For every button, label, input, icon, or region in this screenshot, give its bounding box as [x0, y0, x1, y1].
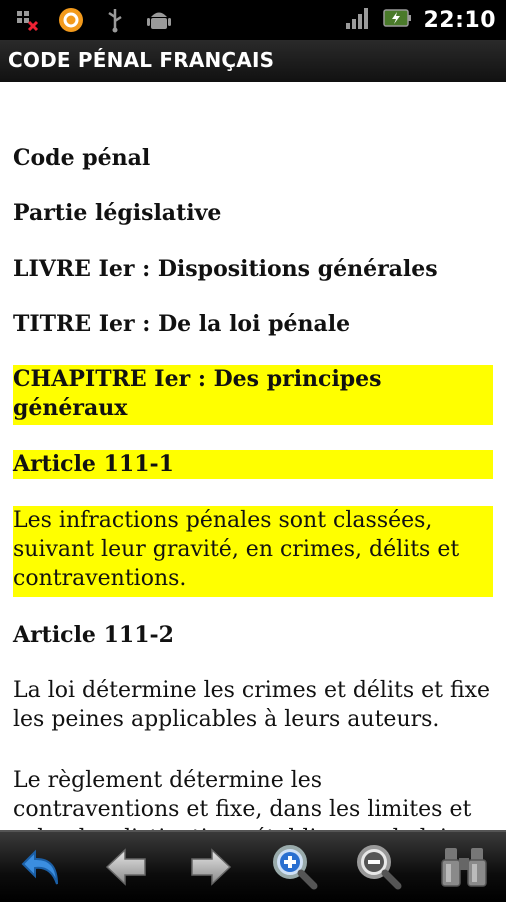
- app-title-bar: [0, 40, 506, 83]
- signal-icon: [345, 6, 371, 34]
- back-icon: [19, 844, 65, 890]
- article-2-paragraph-2: Le règlement détermine les contraventions et fixe, dans les limites et: [13, 768, 472, 822]
- back-button[interactable]: [12, 837, 72, 897]
- article-2-paragraph-1: La loi détermine les crimes et délits et fixe les peines applicables à leurs auteurs.: [13, 678, 491, 732]
- app-notification-icon: [58, 7, 84, 33]
- clock: 22:10: [423, 7, 496, 33]
- livre-heading: LIVRE Ier : Dispositions générales: [13, 256, 438, 282]
- zoom-in-button[interactable]: [265, 837, 325, 897]
- search-button[interactable]: [434, 837, 494, 897]
- zoom-out-icon: [354, 842, 404, 892]
- next-icon: [188, 844, 234, 890]
- chapitre-heading: CHAPITRE Ier : Des principes généraux: [13, 365, 493, 425]
- app-title: CODE PÉNAL FRANÇAIS: [8, 48, 275, 72]
- battery-charging-icon: [383, 8, 411, 32]
- status-bar: [0, 0, 506, 40]
- zoom-out-button[interactable]: [349, 837, 409, 897]
- previous-button[interactable]: [96, 837, 156, 897]
- zoom-in-icon: [270, 842, 320, 892]
- status-indicators: [345, 0, 496, 40]
- article-1-text: Les infractions pénales sont classées, suivant leur gravité, en crimes, délits et contraventions.: [13, 506, 493, 597]
- notification-icons: [14, 6, 172, 34]
- article-1-heading: Article 111-1: [13, 450, 493, 479]
- document-content[interactable]: [0, 82, 506, 830]
- usb-debug-icon: [14, 7, 40, 33]
- partie-heading: Partie législative: [13, 200, 222, 226]
- article-2-heading: Article 111-2: [13, 622, 174, 648]
- search-binoculars-icon: [439, 844, 489, 890]
- previous-icon: [103, 844, 149, 890]
- bottom-toolbar: [0, 830, 506, 902]
- android-icon: [146, 7, 172, 33]
- next-button[interactable]: [181, 837, 241, 897]
- usb-icon: [102, 7, 128, 33]
- code-title: Code pénal: [13, 145, 151, 171]
- titre-heading: TITRE Ier : De la loi pénale: [13, 311, 351, 337]
